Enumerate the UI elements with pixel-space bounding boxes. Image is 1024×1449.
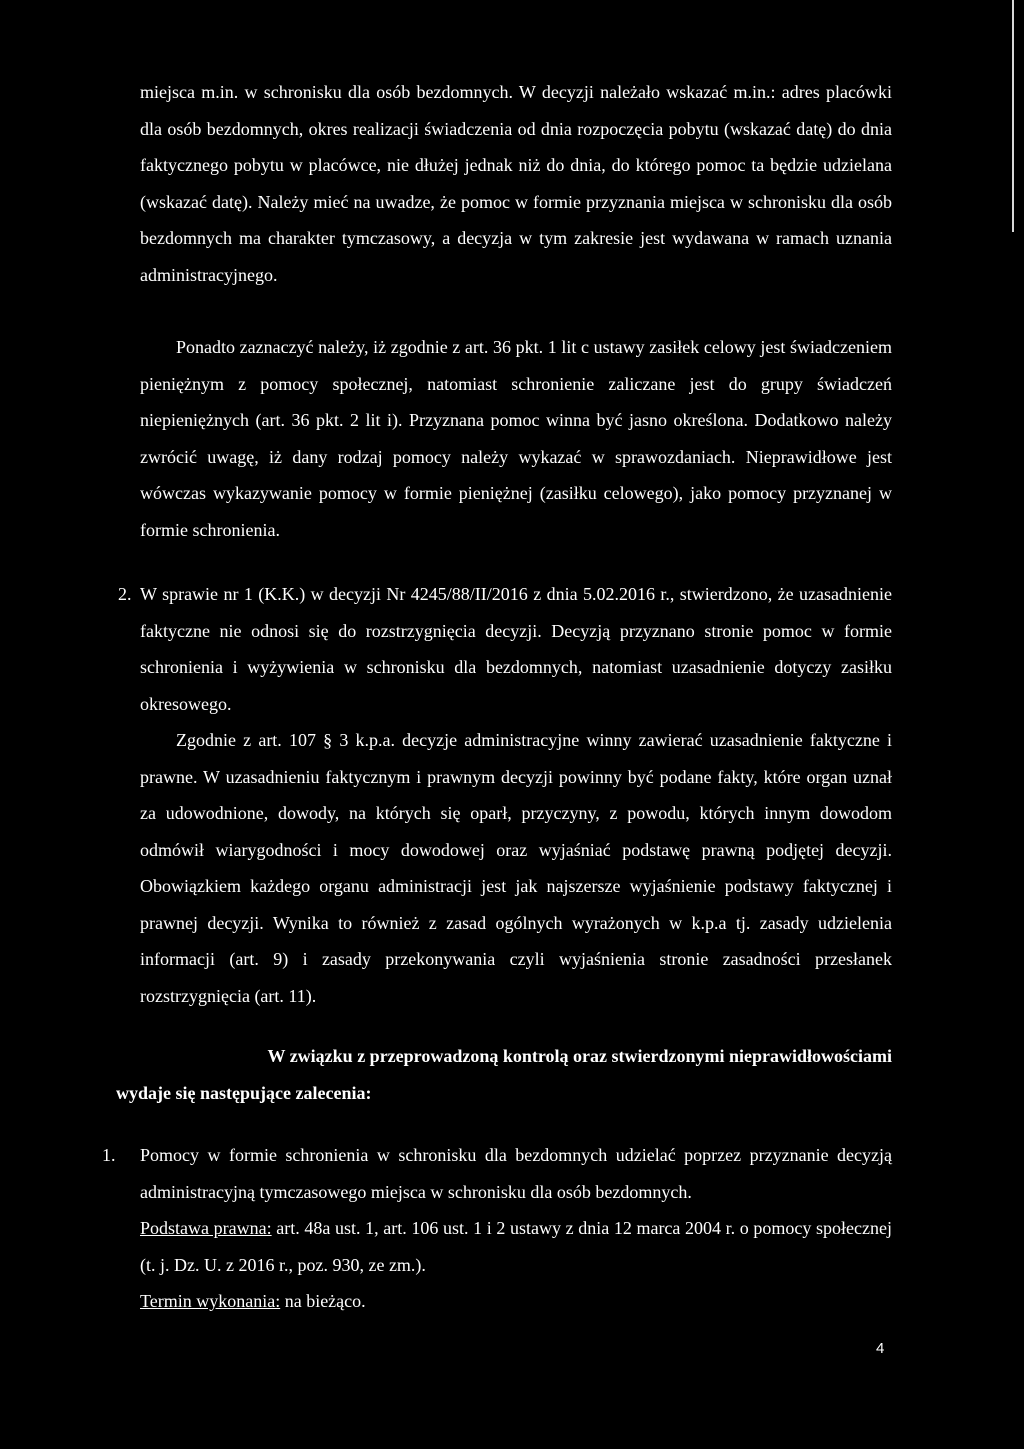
list-number-1: 1. [102, 1145, 116, 1165]
legal-basis-label: Podstawa prawna: [140, 1218, 272, 1238]
legal-basis-text: art. 48a ust. 1, art. 106 ust. 1 i 2 ustawy z dnia 12 marca 2004 r. o pomocy społecznej (t. j. Dz. U. z 2016 r., poz. 930, ze zm.). [140, 1218, 892, 1275]
recommendations-heading [116, 1038, 892, 1111]
paragraph-kpa-justification: Zgodnie z art. 107 § 3 k.p.a. decyzje administracyjne winny zawierać uzasadnienie faktyczne i prawne. W uzasadnieniu faktycznym i prawnym decyzji powinny być podane fakty, które organ uznał za udowodnione, dowody, na których się oparł, przyczyny, z powodu, których innym dowodom odmówił wiarygodności i mocy dowodowej oraz wyjaśniać podstawę prawną podjętej decyzji. Obowiązkiem każdego organu administracji jest jak najszersze wyjaśnienie podstawy faktycznej i prawnej decyzji. Wynika to również z zasad ogólnych wyrażonych w k.p.a tj. zasady udzielenia informacji (art. 9) i zasady przekonywania czyli wyjaśnienia stronie zasadności przesłanek rozstrzygnięcia (art. 11). [140, 730, 892, 1006]
paragraph-case-1: W sprawie nr 1 (K.K.) w decyzji Nr 4245/88/II/2016 z dnia 5.02.2016 r., stwierdzono, że uzasadnienie faktyczne nie odnosi się do rozstrzygnięcia decyzji. Decyzją przyznano stronie pomoc w formie schronienia i wyżywienia w schronisku dla bezdomnych, natomiast uzasadnienie dotyczy zasiłku okresowego. [140, 584, 892, 714]
recommendation-1 [140, 1137, 892, 1320]
scan-edge-line [1012, 0, 1014, 232]
heading-line-2: wydaje się następujące zalecenia: [116, 1082, 372, 1103]
list-number-2: 2. [118, 584, 132, 604]
paragraph-benefit-classification: Ponadto zaznaczyć należy, iż zgodnie z art. 36 pkt. 1 lit c ustawy zasiłek celowy jest świadczeniem pieniężnym z pomocy społecznej, natomiast schronienie zaliczane jest do grupy świadczeń niepieniężnych (art. 36 pkt. 2 lit i). Przyznana pomoc winna być jasno określona. Dodatkowo należy zwrócić uwagę, iż dany rodzaj pomocy należy wykazać w sprawozdaniach. Nieprawidłowe jest wówczas wykazywanie pomocy w formie pieniężnej (zasiłku celowego), jako pomocy przyznanej w formie schronienia. [140, 337, 892, 540]
paragraph-shelter-decision: miejsca m.in. w schronisku dla osób bezdomnych. W decyzji należało wskazać m.in.: adres placówki dla osób bezdomnych, okres realizacji świadczenia od dnia rozpoczęcia pobytu (wskazać datę) do dnia faktycznego pobytu w placówce, nie dłużej jednak niż do dnia, do którego pomoc ta będzie udzielana (wskazać datę). Należy mieć na uwadze, że pomoc w formie przyznania miejsca w schronisku dla osób bezdomnych ma charakter tymczasowy, a decyzja w tym zakresie jest wydawana w ramach uznania administracyjnego. [140, 82, 892, 285]
heading-line-1: W związku z przeprowadzoną kontrolą oraz stwierdzonymi nieprawidłowościami [267, 1046, 892, 1066]
deadline-label: Termin wykonania: [140, 1291, 281, 1311]
page-number: 4 [876, 1340, 885, 1357]
deadline-text: na bieżąco. [284, 1291, 366, 1311]
recommendation-text: Pomocy w formie schronienia w schronisku dla bezdomnych udzielać poprzez przyznanie decyzją administracyjną tymczasowego miejsca w schronisku dla osób bezdomnych. [140, 1145, 892, 1202]
